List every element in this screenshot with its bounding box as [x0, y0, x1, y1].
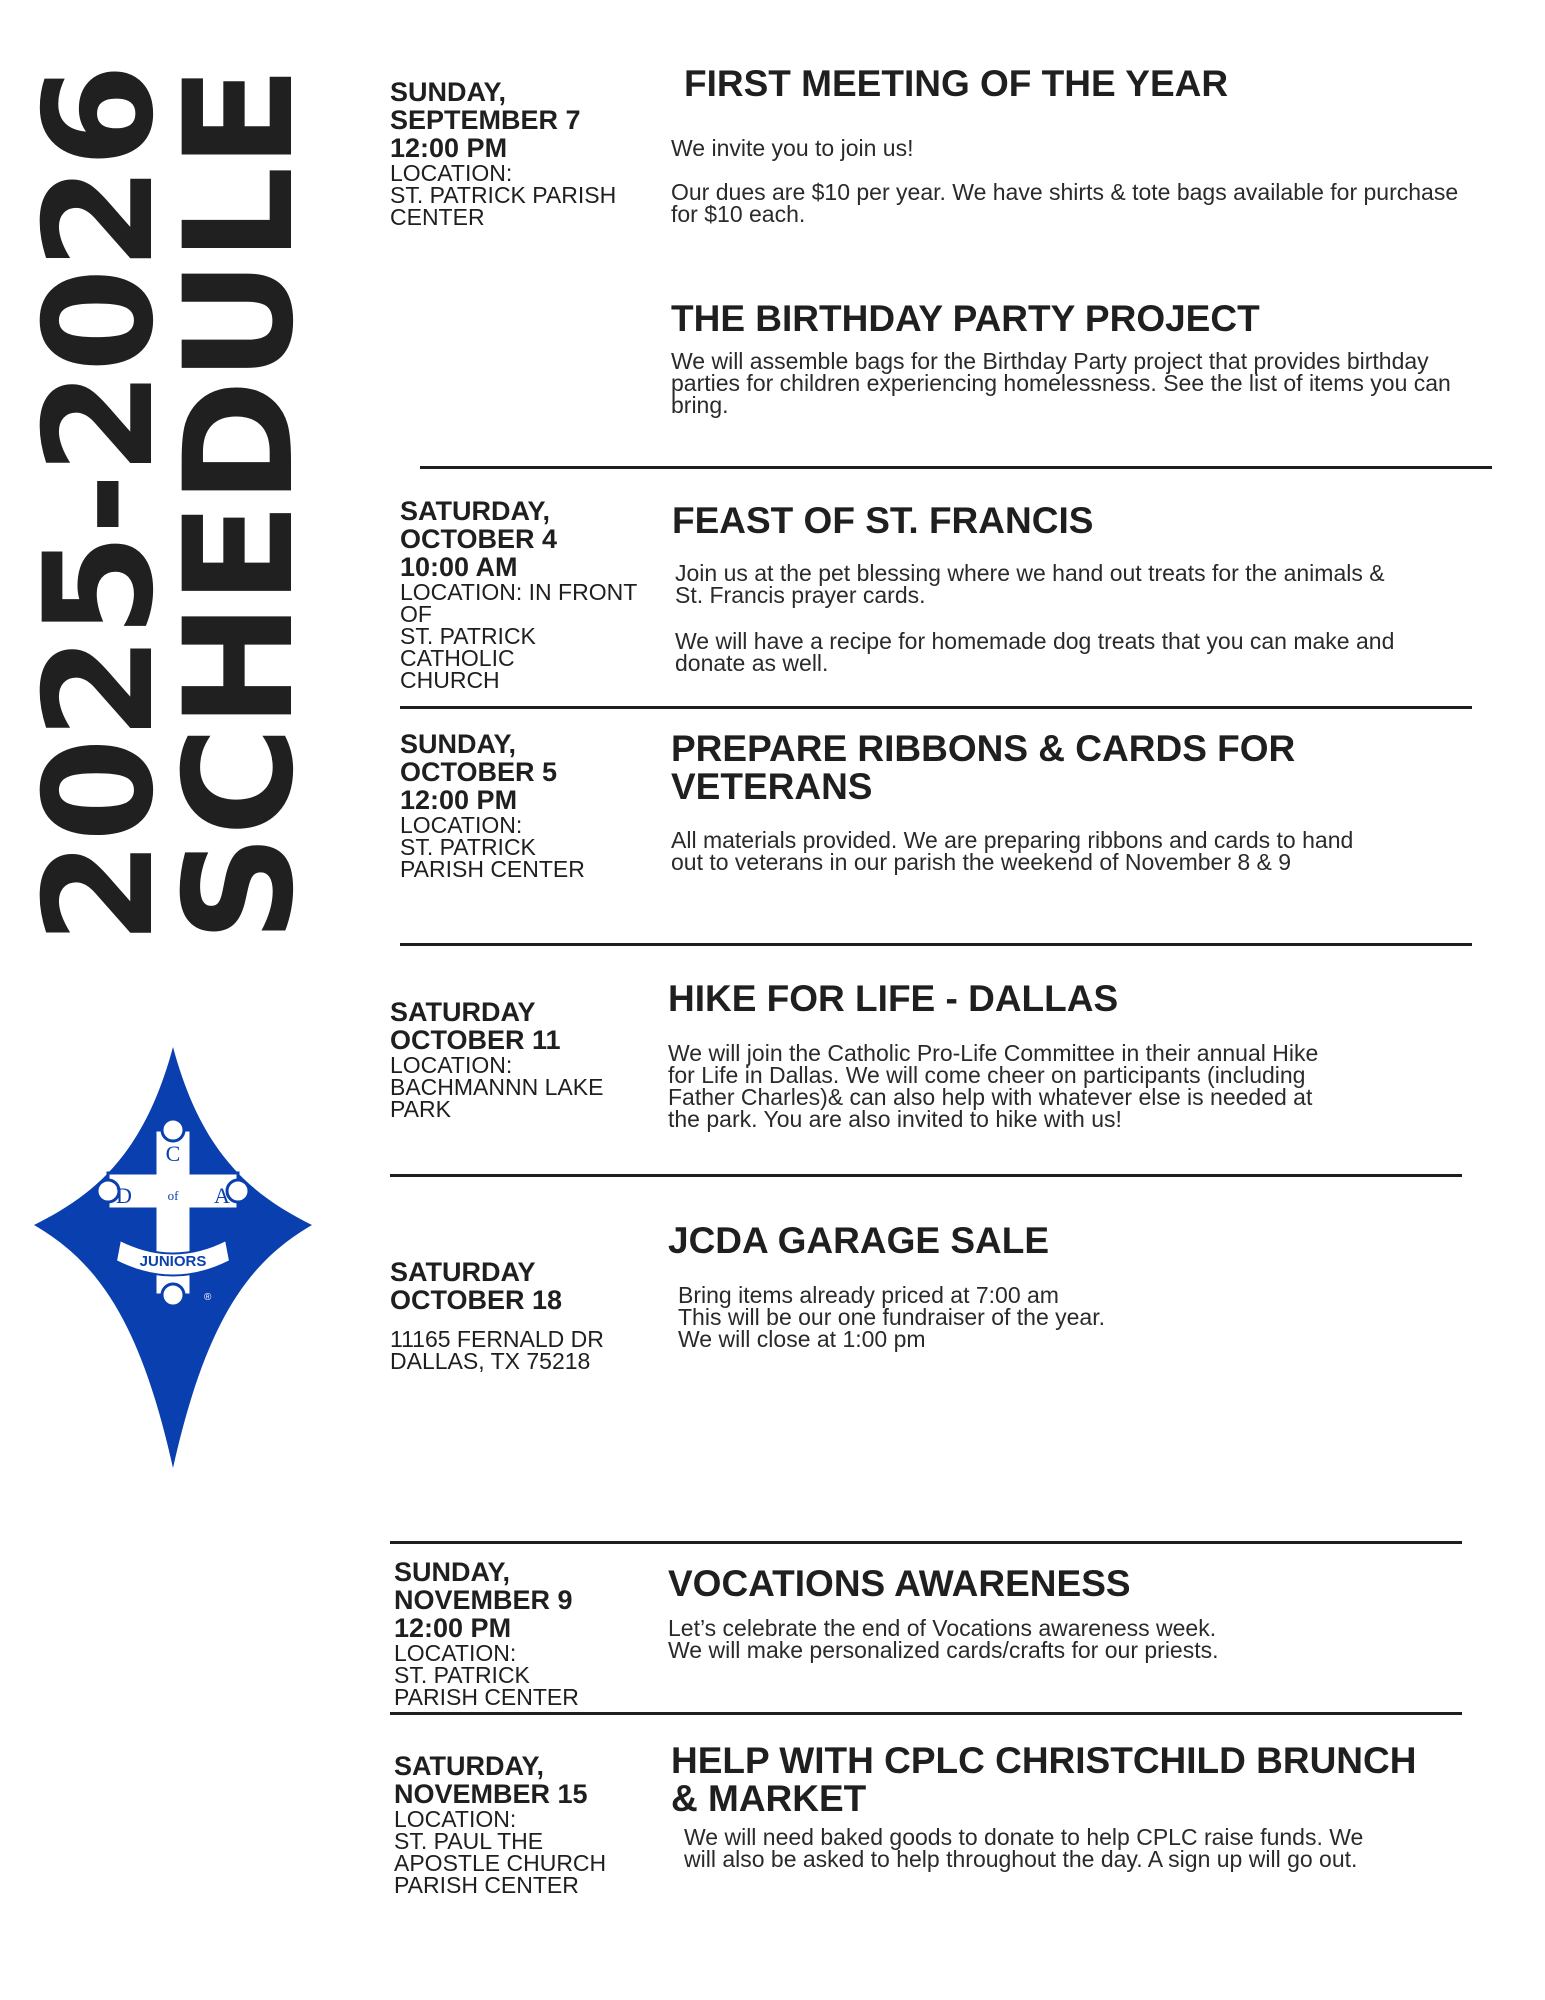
event-6-address-line-2: DALLAS, TX 75218 — [390, 1348, 591, 1374]
event-5-meta — [390, 998, 603, 1120]
event-5-location-label: LOCATION: — [390, 1052, 513, 1078]
title-year: 2025-2026 — [13, 65, 187, 945]
event-1-description — [671, 137, 1471, 247]
event-1-para-2: Our dues are $10 per year. We have shirts & tote bags available for purchase for $10 each. — [671, 179, 1459, 227]
divider — [390, 1174, 1462, 1177]
event-6-title: JCDA GARAGE SALE — [668, 1220, 1050, 1261]
event-3-location-line-1: ST. PATRICK — [400, 623, 536, 649]
event-1-day: SUNDAY, — [390, 77, 507, 107]
event-5-description — [668, 1042, 1328, 1152]
event-4-time: 12:00 PM — [400, 785, 518, 815]
event-8-location-line-2: APOSTLE CHURCH — [394, 1850, 607, 1876]
event-8-para-1: We will need baked goods to donate to help CPLC raise funds. We will also be asked to help throughout the day. A sign up will go out. — [684, 1824, 1364, 1872]
event-2-para-1: We will assemble bags for the Birthday Party project that provides birthday parties for children experiencing homelessness. See the list of items you can bring. — [671, 348, 1451, 418]
event-1-location-label: LOCATION: — [390, 160, 513, 186]
title-word: SCHEDULE — [153, 67, 327, 943]
event-3-day: SATURDAY, — [400, 496, 551, 526]
event-7-date: NOVEMBER 9 — [394, 1585, 573, 1615]
event-4-date: OCTOBER 5 — [400, 757, 558, 787]
event-7-time: 12:00 PM — [394, 1613, 512, 1643]
event-1-location-line-2: CENTER — [390, 204, 485, 230]
event-3-description — [675, 562, 1415, 696]
event-3-location-line-3: CHURCH — [400, 667, 500, 693]
logo-banner-text: JUNIORS — [139, 1253, 207, 1270]
logo-registered-mark: ® — [204, 1292, 212, 1303]
event-6-meta — [390, 1258, 604, 1372]
event-7-line-1: Let’s celebrate the end of Vocations awareness week. — [668, 1615, 1217, 1641]
event-8-date: NOVEMBER 15 — [394, 1779, 588, 1809]
event-3-location-line-2: CATHOLIC — [400, 645, 515, 671]
event-2-title: THE BIRTHDAY PARTY PROJECT — [671, 298, 1260, 339]
event-7-day: SUNDAY, — [394, 1557, 511, 1587]
event-4-location-label: LOCATION: — [400, 812, 523, 838]
event-2-description — [671, 350, 1486, 438]
event-6-line-2: This will be our one fundraiser of the year. — [678, 1304, 1106, 1330]
event-1-location-line-1: ST. PATRICK PARISH — [390, 182, 617, 208]
event-3-title: FEAST OF ST. FRANCIS — [672, 500, 1094, 541]
event-4-meta — [400, 730, 585, 880]
divider — [400, 706, 1472, 709]
event-5-date: OCTOBER 11 — [390, 1025, 561, 1055]
event-7-title: VOCATIONS AWARENESS — [668, 1563, 1131, 1604]
divider — [390, 1712, 1462, 1715]
divider — [390, 1541, 1462, 1544]
event-7-line-2: We will make personalized cards/crafts for our priests. — [668, 1637, 1219, 1663]
logo-letter-d: D — [116, 1183, 132, 1208]
event-3-para-1: Join us at the pet blessing where we hand out treats for the animals & St. Francis prayer cards. — [675, 560, 1385, 608]
event-5-day: SATURDAY — [390, 997, 536, 1027]
event-6-address-line-1: 11165 FERNALD DR — [390, 1326, 604, 1352]
event-8-location-line-1: ST. PAUL THE — [394, 1828, 544, 1854]
event-1-meta — [390, 78, 616, 228]
event-6-date: OCTOBER 18 — [390, 1285, 563, 1315]
divider — [400, 943, 1472, 946]
event-4-description — [671, 829, 1371, 895]
event-8-meta — [394, 1752, 606, 1896]
event-8-location-line-3: PARISH CENTER — [394, 1872, 579, 1898]
event-1-title: FIRST MEETING OF THE YEAR — [684, 63, 1229, 104]
event-6-description — [678, 1284, 1378, 1350]
event-8-description — [684, 1826, 1364, 1892]
event-1-para-1: We invite you to join us! — [671, 135, 914, 161]
logo-letter-a: A — [214, 1183, 230, 1208]
logo-letter-c: C — [165, 1141, 181, 1166]
event-8-day: SATURDAY, — [394, 1751, 545, 1781]
event-3-time: 10:00 AM — [400, 552, 518, 582]
event-3-location-label: LOCATION: IN FRONT OF — [400, 579, 637, 627]
event-5-para-1: We will join the Catholic Pro-Life Committee in their annual Hike for Life in Dallas. We will come cheer on participants (including Father Charles)& can also help with whatever else is needed at the park. You are also invited to hike with us! — [668, 1040, 1319, 1132]
event-3-para-2: We will have a recipe for homemade dog treats that you can make and donate as well. — [675, 628, 1395, 676]
event-3-meta — [400, 497, 665, 691]
cda-juniors-logo — [32, 1045, 314, 1470]
event-8-location-label: LOCATION: — [394, 1806, 517, 1832]
event-4-location-line-1: ST. PATRICK — [400, 834, 536, 860]
schedule-title — [13, 0, 330, 1010]
event-7-location-line-1: ST. PATRICK — [394, 1662, 530, 1688]
event-7-description — [668, 1617, 1428, 1661]
event-4-day: SUNDAY, — [400, 729, 517, 759]
divider — [420, 466, 1492, 469]
event-5-location-line-1: BACHMANNN LAKE — [390, 1074, 604, 1100]
event-3-date: OCTOBER 4 — [400, 524, 558, 554]
event-1-date: SEPTEMBER 7 — [390, 105, 581, 135]
event-8-title: HELP WITH CPLC CHRISTCHILD BRUNCH & MARKET — [671, 1740, 1417, 1819]
event-4-location-line-2: PARISH CENTER — [400, 856, 585, 882]
event-5-location-line-2: PARK — [390, 1096, 451, 1122]
event-5-title: HIKE FOR LIFE - DALLAS — [668, 978, 1119, 1019]
logo-letter-of: of — [167, 1188, 179, 1203]
event-4-para-1: All materials provided. We are preparing ribbons and cards to hand out to veterans in our parish the weekend of November 8 & 9 — [671, 827, 1354, 875]
event-7-location-label: LOCATION: — [394, 1640, 517, 1666]
event-6-line-1: Bring items already priced at 7:00 am — [678, 1282, 1059, 1308]
event-4-title: PREPARE RIBBONS & CARDS FOR VETERANS — [671, 728, 1296, 807]
event-7-meta — [394, 1558, 579, 1708]
event-6-day: SATURDAY — [390, 1257, 536, 1287]
event-1-time: 12:00 PM — [390, 133, 508, 163]
event-6-line-3: We will close at 1:00 pm — [678, 1326, 926, 1352]
event-7-location-line-2: PARISH CENTER — [394, 1684, 579, 1710]
